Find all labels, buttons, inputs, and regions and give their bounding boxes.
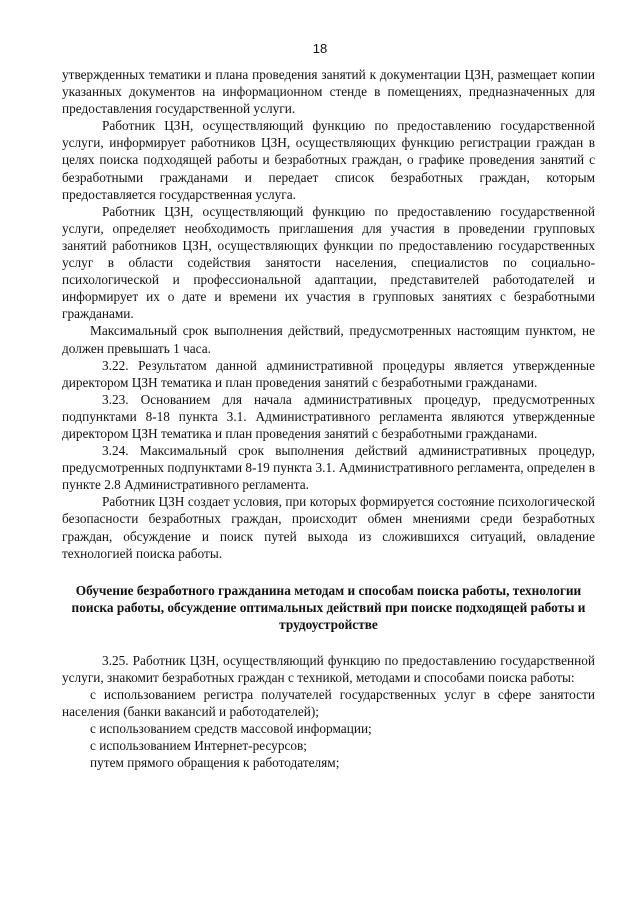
paragraph: Максимальный срок выполнения действий, предусмотренных настоящим пунктом, не должен превышать 1 часа. [62,323,595,356]
paragraph-3-24: 3.24. Максимальный срок выполнения действий административных процедур, предусмотренных подпунктами 8-19 пункта 3.1. Административного регламента, определен в пункте 2.8 Административного регламента. [62,443,595,493]
paragraph: Работник ЦЗН, осуществляющий функцию по предоставлению государственной услуги, определяет необходимость приглашения для участия в проведении групповых занятий работников ЦЗН, осуществляющих функции по предоставлению государственных услуг в области содействия занятости населения, специалистов по социально-психологической и профессиональной адаптации, представителей работодателей и информирует их о дате и времени их участия в групповых занятиях с безработными гражданами. [62,203,595,322]
list-item: с использованием регистра получателей государственных услуг в сфере занятости населения (банки вакансий и работодателей); [62,686,595,719]
page-number: 18 [312,41,328,56]
paragraph: утвержденных тематики и плана проведения занятий к документации ЦЗН, размещает копии указанных документов на информационном стенде в помещениях, предназначенных для предоставления государственной услуги. [62,67,595,117]
paragraph: Работник ЦЗН, осуществляющий функцию по предоставлению государственной услуги, информирует работников ЦЗН, осуществляющих функцию регистрации граждан в целях поиска подходящей работы и безработных граждан, о графике проведения занятий с безработными гражданами и передает список безработных граждан, которым предоставляется государственная услуга. [62,118,595,202]
document-body [62,66,595,771]
paragraph-3-25: 3.25. Работник ЦЗН, осуществляющий функцию по предоставлению государственной услуги, знакомит безработных граждан с техникой, методами и способами поиска работы: [62,652,595,685]
paragraph-3-23: 3.23. Основанием для начала административных процедур, предусмотренных подпунктами 8-18 пункта 3.1. Административного регламента являются утвержденные директором ЦЗН тематика и план проведения занятий с безработными гражданами. [62,391,595,441]
list-item: с использованием средств массовой информации; [90,720,372,736]
list-item: с использованием Интернет-ресурсов; [90,738,307,754]
paragraph: Работник ЦЗН создает условия, при которых формируется состояние психологической безопасности безработных граждан, происходит обмен мнениями среди безработных граждан, обсуждение и поиск путей выхода из сложившихся ситуаций, овладение технологией поиска работы. [62,494,595,561]
section-heading: Обучение безработного гражданина методам и способам поиска работы, технологии поиска работы, обсуждение оптимальных действий при поиске подходящей работы и трудоустройстве [71,582,586,633]
list-item: путем прямого обращения к работодателям; [90,755,340,771]
paragraph-3-22: 3.22. Результатом данной административной процедуры является утвержденные директором ЦЗН тематика и план проведения занятий с безработными гражданами. [62,357,595,390]
